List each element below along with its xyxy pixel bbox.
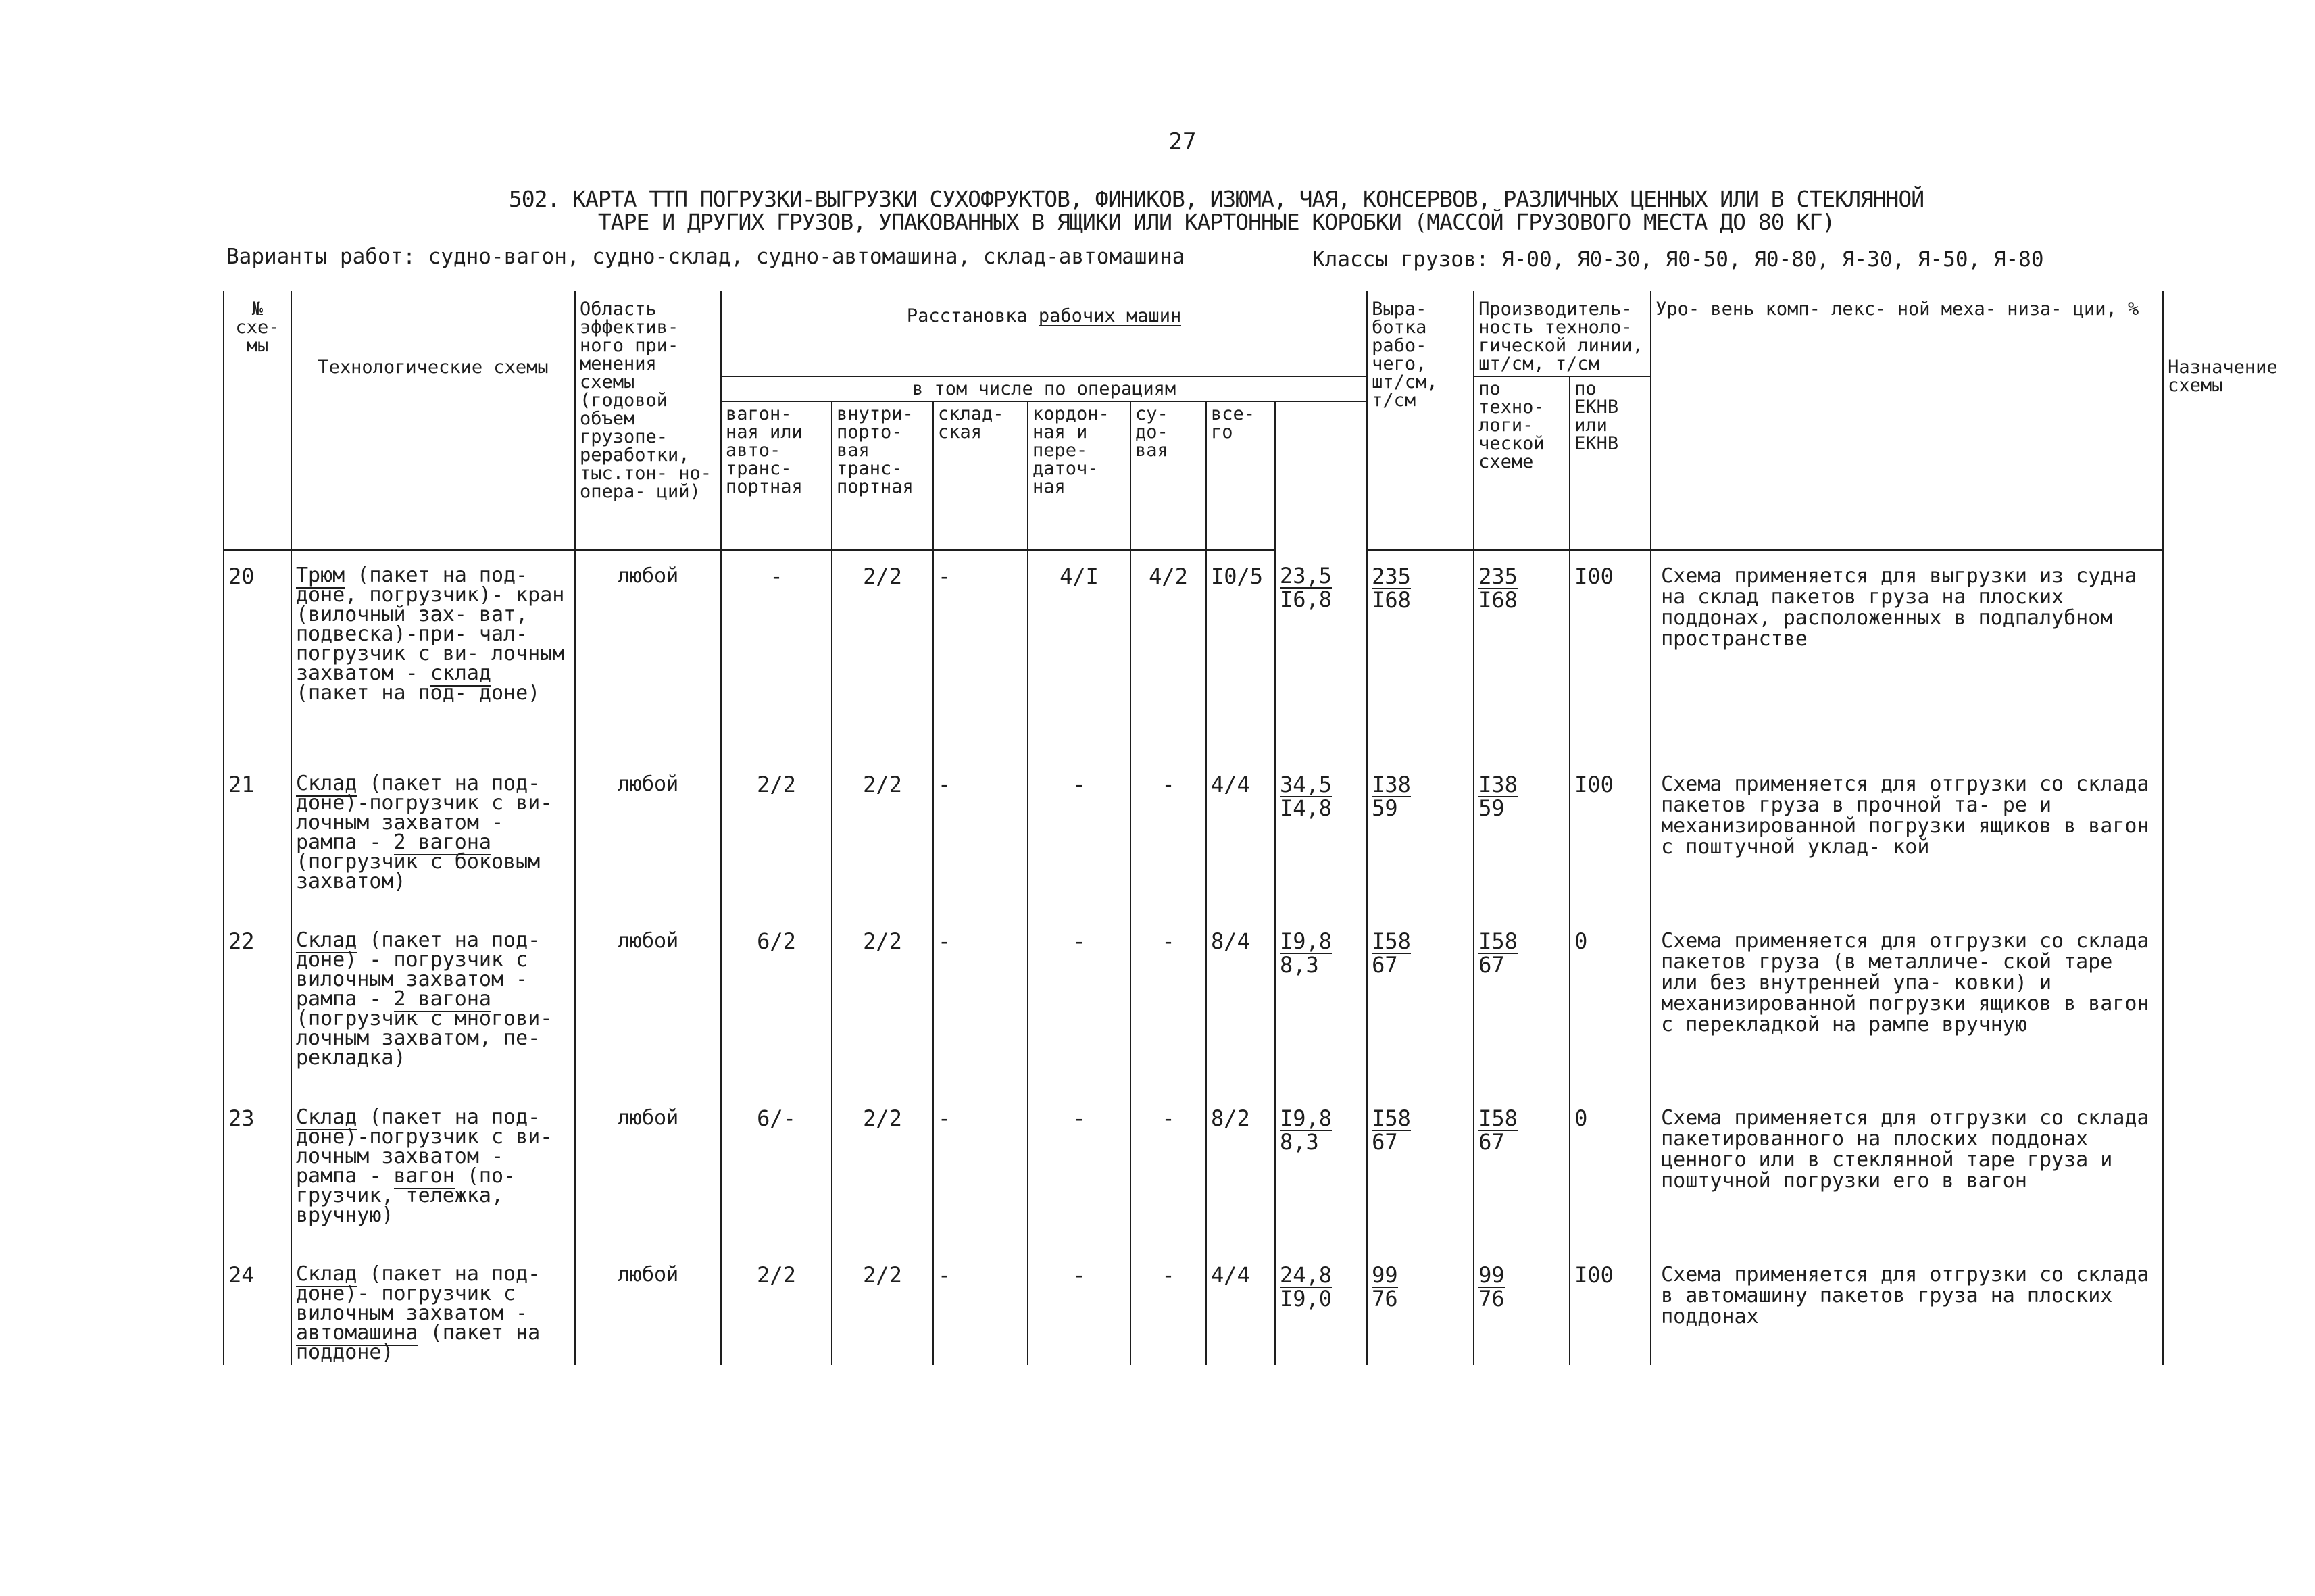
cell-area: любой: [575, 749, 721, 906]
cell-tech-schema: [291, 1240, 575, 1365]
cell-level: I00: [1570, 749, 1651, 906]
cell-output-top: I9,8: [1280, 1105, 1333, 1131]
cell-output: [1275, 749, 1367, 906]
cell-tech-schema: [291, 906, 575, 1083]
cell-output-bottom: 8,3: [1280, 952, 1319, 978]
cell-output: [1275, 1083, 1367, 1240]
cell-num: 20: [224, 550, 291, 749]
cell-op-ship: -: [1130, 906, 1206, 1083]
cell-prod-tech-top: I58: [1372, 928, 1411, 954]
schema-underlined: автомашина: [296, 1321, 418, 1345]
cell-prod-eknv-bottom: I68: [1478, 587, 1518, 613]
schema-underlined: 2 вагона: [393, 830, 491, 854]
cell-op-cordon: 4/I: [1028, 550, 1130, 749]
cell-prod-eknv-top: I58: [1478, 928, 1518, 954]
schema-underlined: Склад: [296, 1262, 357, 1286]
header-output: Выра- ботка рабо- чего, шт/см, т/см: [1367, 291, 1474, 550]
work-variants: Варианты работ: судно-вагон, судно-склад, судно-автомашина, склад-автомашина: [226, 245, 1185, 269]
cell-prod-eknv-bottom: 76: [1478, 1286, 1505, 1312]
cell-num: 21: [224, 749, 291, 906]
cell-output-top: 34,5: [1280, 772, 1333, 797]
cell-output-bottom: I4,8: [1280, 795, 1333, 821]
title-line-2: ТАРЕ И ДРУГИХ ГРУЗОВ, УПАКОВАННЫХ В ЯЩИКИ ИЛИ КАРТОННЫЕ КОРОБКИ (МАССОЙ ГРУЗОВОГО МЕСТА ДО 80 КГ): [597, 209, 1835, 235]
cell-prod-tech-bottom: 76: [1372, 1286, 1398, 1312]
cell-prod-tech-bottom: 59: [1372, 795, 1398, 821]
cell-output-bottom: 8,3: [1280, 1129, 1319, 1155]
schema-text: (пакет на под- доне, погрузчик)- кран (вилочный зах- ват, подвеска)-при- чал-погрузчик с ви- лочным захватом -: [296, 564, 565, 685]
cell-op-cordon: -: [1028, 749, 1130, 906]
cell-prod-tech-bottom: 67: [1372, 952, 1398, 978]
header-placement: Расстановка рабочих машин: [721, 291, 1367, 376]
cell-op-wagon: 2/2: [721, 1240, 832, 1365]
cell-op-wagon: 6/2: [721, 906, 832, 1083]
cell-prod-eknv-top: 235: [1478, 564, 1518, 589]
cell-output-top: 23,5: [1280, 563, 1333, 589]
cell-prod-eknv-bottom: 67: [1478, 1129, 1505, 1155]
cell-prod-eknv-top: 99: [1478, 1262, 1505, 1288]
schema-text: (по- грузчик, тележка, вручную): [296, 1164, 516, 1227]
cell-prod-eknv: [1474, 749, 1570, 906]
cell-op-total: 8/2: [1206, 1083, 1275, 1240]
table-row: [224, 906, 2163, 1083]
header-level: Уро- вень комп- лекс- ной меха- низа- ции, %: [1651, 291, 2163, 550]
cell-prod-eknv-top: I38: [1478, 772, 1518, 797]
cell-prod-tech: [1367, 1240, 1474, 1365]
page-number: 27: [1168, 128, 1197, 155]
header-tech: Технологические схемы: [291, 291, 575, 550]
schema-underlined: вагон: [393, 1164, 455, 1188]
cell-area: любой: [575, 550, 721, 749]
cell-op-total: 4/4: [1206, 1240, 1275, 1365]
cell-output-top: I9,8: [1280, 928, 1333, 954]
title-line-1: 502. КАРТА ТТП ПОГРУЗКИ-ВЫГРУЗКИ СУХОФРУКТОВ, ФИНИКОВ, ИЗЮМА, ЧАЯ, КОНСЕРВОВ, РАЗЛИЧНЫХ ЦЕННЫХ ИЛИ В СТЕКЛЯННОЙ: [508, 186, 1924, 212]
cell-op-ship: -: [1130, 1083, 1206, 1240]
header-productivity: Производитель- ность техноло- гической линии, шт/см, т/см: [1474, 291, 1651, 376]
cell-prod-tech-top: 235: [1372, 564, 1411, 589]
cell-prod-eknv: [1474, 1240, 1570, 1365]
cargo-classes: Классы грузов: Я-00, Я0-30, Я0-50, Я0-80, Я-30, Я-50, Я-80: [1312, 247, 2044, 272]
header-prod-tech: по техно- логи- ческой схеме: [1474, 376, 1570, 550]
header-num: № схе- мы: [224, 291, 291, 550]
cell-purpose: Схема применяется для отгрузки со склада в автомашину пакетов груза на плоских поддонах: [1651, 1240, 2163, 1365]
cell-op-store: -: [933, 1240, 1028, 1365]
cell-purpose: Схема применяется для отгрузки со склада пакетов груза (в металличе- ской таре или без внутренней упа- ковки) и механизированной погрузки ящиков в вагон с перекладкой на рампе вручную: [1651, 906, 2163, 1083]
schema-text: (погрузчик с боковым захватом): [296, 850, 541, 893]
cell-prod-eknv: [1474, 550, 1570, 749]
cell-tech-schema: [291, 550, 575, 749]
cell-prod-tech-top: I38: [1372, 772, 1411, 797]
schema-text: (погрузчик с многови- лочным захватом, пе- рекладка): [296, 1007, 553, 1070]
header-area: Область эффектив- ного при- менения схемы (годовой объем грузопе- реработки, тыс.тон- но-опера- ций): [575, 291, 721, 550]
cell-op-inner: 2/2: [832, 749, 933, 906]
cell-prod-tech: [1367, 1083, 1474, 1240]
cell-prod-eknv: [1474, 1083, 1570, 1240]
cell-purpose: Схема применяется для отгрузки со склада пакетов груза в прочной та- ре и механизированной погрузки ящиков в вагон с поштучной уклад- кой: [1651, 749, 2163, 906]
cell-op-inner: 2/2: [832, 1083, 933, 1240]
cell-op-store: -: [933, 1083, 1028, 1240]
cell-op-inner: 2/2: [832, 906, 933, 1083]
cell-area: любой: [575, 1083, 721, 1240]
schema-underlined: склад: [430, 662, 491, 685]
cell-num: 22: [224, 906, 291, 1083]
schema-underlined: Склад: [296, 772, 357, 795]
cell-output: [1275, 906, 1367, 1083]
cell-op-cordon: -: [1028, 906, 1130, 1083]
schema-text: (пакет на поддоне): [296, 1321, 541, 1364]
cell-output-top: 24,8: [1280, 1262, 1333, 1288]
cell-op-total: 4/4: [1206, 749, 1275, 906]
cell-level: I00: [1570, 1240, 1651, 1365]
cell-num: 23: [224, 1083, 291, 1240]
cell-op-cordon: -: [1028, 1083, 1130, 1240]
cell-op-total: 8/4: [1206, 906, 1275, 1083]
schema-text: (пакет на под- доне)-погрузчик с ви- лочным захватом - рампа -: [296, 772, 553, 854]
cell-prod-tech-top: 99: [1372, 1262, 1398, 1288]
cell-op-wagon: -: [721, 550, 832, 749]
cell-op-inner: 2/2: [832, 1240, 933, 1365]
cell-prod-eknv-top: I58: [1478, 1105, 1518, 1131]
schema-underlined: Трюм: [296, 564, 345, 587]
schema-underlined: Склад: [296, 1105, 357, 1129]
cell-op-total: I0/5: [1206, 550, 1275, 749]
table-row: [224, 550, 2163, 749]
table-row: [224, 749, 2163, 906]
cell-prod-tech: [1367, 550, 1474, 749]
cell-prod-tech: [1367, 749, 1474, 906]
schema-text: (пакет на под- доне)-погрузчик с ви- лочным захватом - рампа -: [296, 1105, 553, 1188]
cell-output: [1275, 1240, 1367, 1365]
cell-op-wagon: 2/2: [721, 749, 832, 906]
cell-num: 24: [224, 1240, 291, 1365]
header-op-inner: внутри- порто- вая транс- портная: [832, 401, 933, 550]
cell-output-bottom: I6,8: [1280, 587, 1333, 612]
header-op-store: склад- ская: [933, 401, 1028, 550]
cell-prod-eknv: [1474, 906, 1570, 1083]
cell-prod-tech-bottom: 67: [1372, 1129, 1398, 1155]
cell-prod-tech: [1367, 906, 1474, 1083]
cell-output-bottom: I9,0: [1280, 1286, 1333, 1312]
schema-underlined: Склад: [296, 928, 357, 952]
cell-area: любой: [575, 1240, 721, 1365]
header-op-wagon: вагон- ная или авто- транс- портная: [721, 401, 832, 550]
cell-purpose: Схема применяется для выгрузки из судна на склад пакетов груза на плоских поддонах, расположенных в подпалубном пространстве: [1651, 550, 2163, 749]
schema-text: (пакет на под- доне)- погрузчик с вилочным захватом -: [296, 1262, 541, 1325]
cell-level: 0: [1570, 1083, 1651, 1240]
cell-output: [1275, 550, 1367, 749]
cell-prod-eknv-bottom: 67: [1478, 952, 1505, 978]
cell-op-inner: 2/2: [832, 550, 933, 749]
cell-area: любой: [575, 906, 721, 1083]
header-placement-machines: рабочих машин: [1038, 305, 1182, 326]
cell-prod-tech-top: I58: [1372, 1105, 1411, 1131]
cell-prod-eknv-bottom: 59: [1478, 795, 1505, 821]
table-row: [224, 1083, 2163, 1240]
document-title: [378, 188, 2054, 234]
cell-op-store: -: [933, 906, 1028, 1083]
cell-op-ship: 4/2: [1130, 550, 1206, 749]
cell-op-ship: -: [1130, 1240, 1206, 1365]
cell-op-wagon: 6/-: [721, 1083, 832, 1240]
header-op-ship: су- до- вая: [1130, 401, 1206, 550]
cell-op-store: -: [933, 550, 1028, 749]
tech-schemes-table: № схе- мы Технологические схемы Область эффектив- ного при- менения схемы (годовой объем грузопе- реработки, тыс.тон- но-опера- ций) Расстановка рабочих машин Выра- ботка рабо- чего, шт/см, т/см Производитель- ность техноло- гической линии, шт/см, т/см Уро- вень комп- лекс- ной меха- низа- ции, % Назначение схемы в том числе по операциям по техно- логи- ческой схеме по ЕКНВ или ЕКНВ вагон- ная или авто- транс- портная внутри- порто- вая транс- портная склад- ская кордон- ная и пере- даточ- ная су- до- вая все- го 20 Трюм (пакет на под- доне, погрузчик)- кран (вилочный зах- ват, подвеска)-при- чал-погрузчик с ви- лочным захватом - склад (пакет на под- доне) любой - 2/2 - 4/I 4/2 I0/5 $\frac{23,5}{I6,8}$ $\frac{235}{I68}$ $\frac{235}{I68}$ I00 Схема применяется для выгрузки из судна на склад пакетов груза на плоских поддонах, расположенных в подпалубном пространстве 21 Склад (пакет на под- доне)-погрузчик с ви- лочным захватом - рампа - 2 вагона (погрузчик с боковым захватом) любой 2/2 2/2 - - - 4/4 $\frac{34,5}{I4,8}$ $\frac{I38}{59}$ $\frac{I38}{59}$ I00 Схема применяется для отгрузки со склада пакетов груза в прочной та- ре и механизированной погрузки ящиков в вагон с поштучной уклад- кой 22 Склад (пакет на под- доне) - погрузчик с вилочным захватом - рампа - 2 вагона (погрузчик с многови- лочным захватом, пе- рекладка) любой 6/2 2/2 - - - 8/4 $\frac{I9,8}{8,3}$ $\frac{I58}{67}$ $\frac{I58}{67}$ 0 Схема применяется для отгрузки со склада пакетов груза (в металличе- ской таре или без внутренней упа- ковки) и механизированной погрузки ящиков в вагон с перекладкой на рампе вручную 23 Склад (пакет на под- доне)-погрузчик с ви- лочным захватом - рампа - вагон (по- грузчик, тележка, вручную) любой 6/- 2/2 - - - 8/2 $\frac{I9,8}{8,3}$ $\frac{I58}{67}$ $\frac{I58}{67}$ 0 Схема применяется для отгрузки со склада пакетированного на плоских поддонах ценного или в стеклянной таре груза и поштучной погрузки его в вагон 24 Склад (пакет на под- доне)- погрузчик с вилочным захватом - автомашина (пакет на поддоне) любой 2/2 2/2 - - - 4/4 $\frac{24,8}{I9,0}$ $\frac{99}{76}$ $\frac{99}{76}$ I00 Схема применяется для отгрузки со склада в автомашину пакетов груза на плоских поддонах: [223, 291, 2164, 1365]
cell-tech-schema: [291, 749, 575, 906]
schema-underlined: 2 вагона: [393, 987, 491, 1011]
header-prod-eknv: по ЕКНВ или ЕКНВ: [1570, 376, 1651, 550]
cell-op-store: -: [933, 749, 1028, 906]
table-row: [224, 1240, 2163, 1365]
header-op-cordon: кордон- ная и пере- даточ- ная: [1028, 401, 1130, 550]
cell-tech-schema: [291, 1083, 575, 1240]
schema-text: (пакет на под- доне): [296, 681, 541, 705]
cell-level: I00: [1570, 550, 1651, 749]
cell-op-cordon: -: [1028, 1240, 1130, 1365]
schema-text: (пакет на под- доне) - погрузчик с вилочным захватом - рампа -: [296, 928, 541, 1011]
header-incl-ops: в том числе по операциям: [721, 376, 1367, 401]
cell-level: 0: [1570, 906, 1651, 1083]
cell-prod-tech-bottom: I68: [1372, 587, 1411, 613]
cell-op-ship: -: [1130, 749, 1206, 906]
cell-purpose: Схема применяется для отгрузки со склада пакетированного на плоских поддонах ценного или в стеклянной таре груза и поштучной погрузки его в вагон: [1651, 1083, 2163, 1240]
header-op-total: все- го: [1206, 401, 1275, 550]
